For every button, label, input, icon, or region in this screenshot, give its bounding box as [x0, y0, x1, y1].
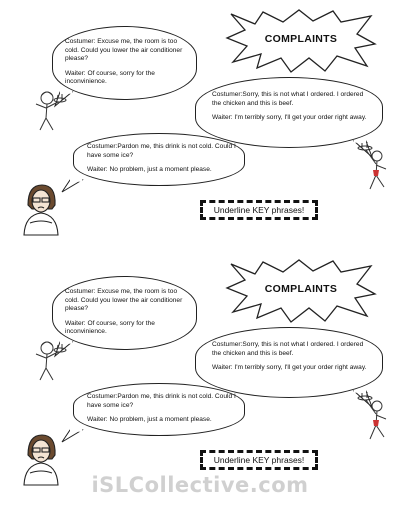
waiter-line: Waiter: No problem, just a moment please. [87, 416, 212, 424]
waiter-cartoon-icon [33, 88, 67, 134]
customer-line: Costumer:Sorry, this is not what I ordered. I ordered the chicken and this is beef. [212, 91, 364, 107]
bubble-tail-icon [60, 428, 84, 444]
speech-bubble-drink-not-cold [73, 133, 245, 186]
complaints-burst [225, 258, 377, 324]
waiter-line: Waiter: I'm terribly sorry, I'll get your order right away. [212, 114, 367, 122]
waiter-line: Waiter: I'm terribly sorry, I'll get your order right away. [212, 364, 367, 372]
customer-line: Costumer:Sorry, this is not what I ordered. I ordered the chicken and this is beef. [212, 341, 364, 357]
waiter-line: Waiter: Of course, sorry for the inconvinience. [65, 69, 155, 86]
customer-line: Costumer: Excuse me, the room is too cold. Could you lower the air conditioner please? [65, 38, 183, 63]
site-watermark: iSLCollective.com [91, 473, 309, 497]
waiter-tray-cartoon-icon [357, 140, 393, 194]
complaints-title: COMPLAINTS [264, 33, 338, 45]
instruction-box: Underline KEY phrases! [200, 200, 318, 220]
waiter-line: Waiter: No problem, just a moment please. [87, 166, 212, 174]
waiter-cartoon-icon [33, 338, 67, 384]
waiter-tray-cartoon-icon [357, 390, 393, 444]
waiter-line: Waiter: Of course, sorry for the inconvinience. [65, 319, 155, 336]
speech-bubble-drink-not-cold [73, 383, 245, 436]
instruction-box: Underline KEY phrases! [200, 450, 318, 470]
customer-line: Costumer:Pardon me, this drink is not cold. Could I have some ice? [87, 143, 236, 159]
customer-woman-icon [20, 183, 62, 237]
complaints-title: COMPLAINTS [264, 283, 338, 295]
bubble-tail-icon [60, 178, 84, 194]
customer-line: Costumer:Pardon me, this drink is not cold. Could I have some ice? [87, 393, 236, 409]
speech-bubble-wrong-order [195, 77, 383, 148]
speech-bubble-room-cold [52, 276, 197, 350]
complaints-burst [225, 8, 377, 74]
worksheet-section-bottom [0, 250, 400, 505]
speech-bubble-wrong-order [195, 327, 383, 398]
customer-line: Costumer: Excuse me, the room is too cold. Could you lower the air conditioner please? [65, 288, 183, 313]
worksheet-section-top [0, 0, 400, 255]
speech-bubble-room-cold [52, 26, 197, 100]
